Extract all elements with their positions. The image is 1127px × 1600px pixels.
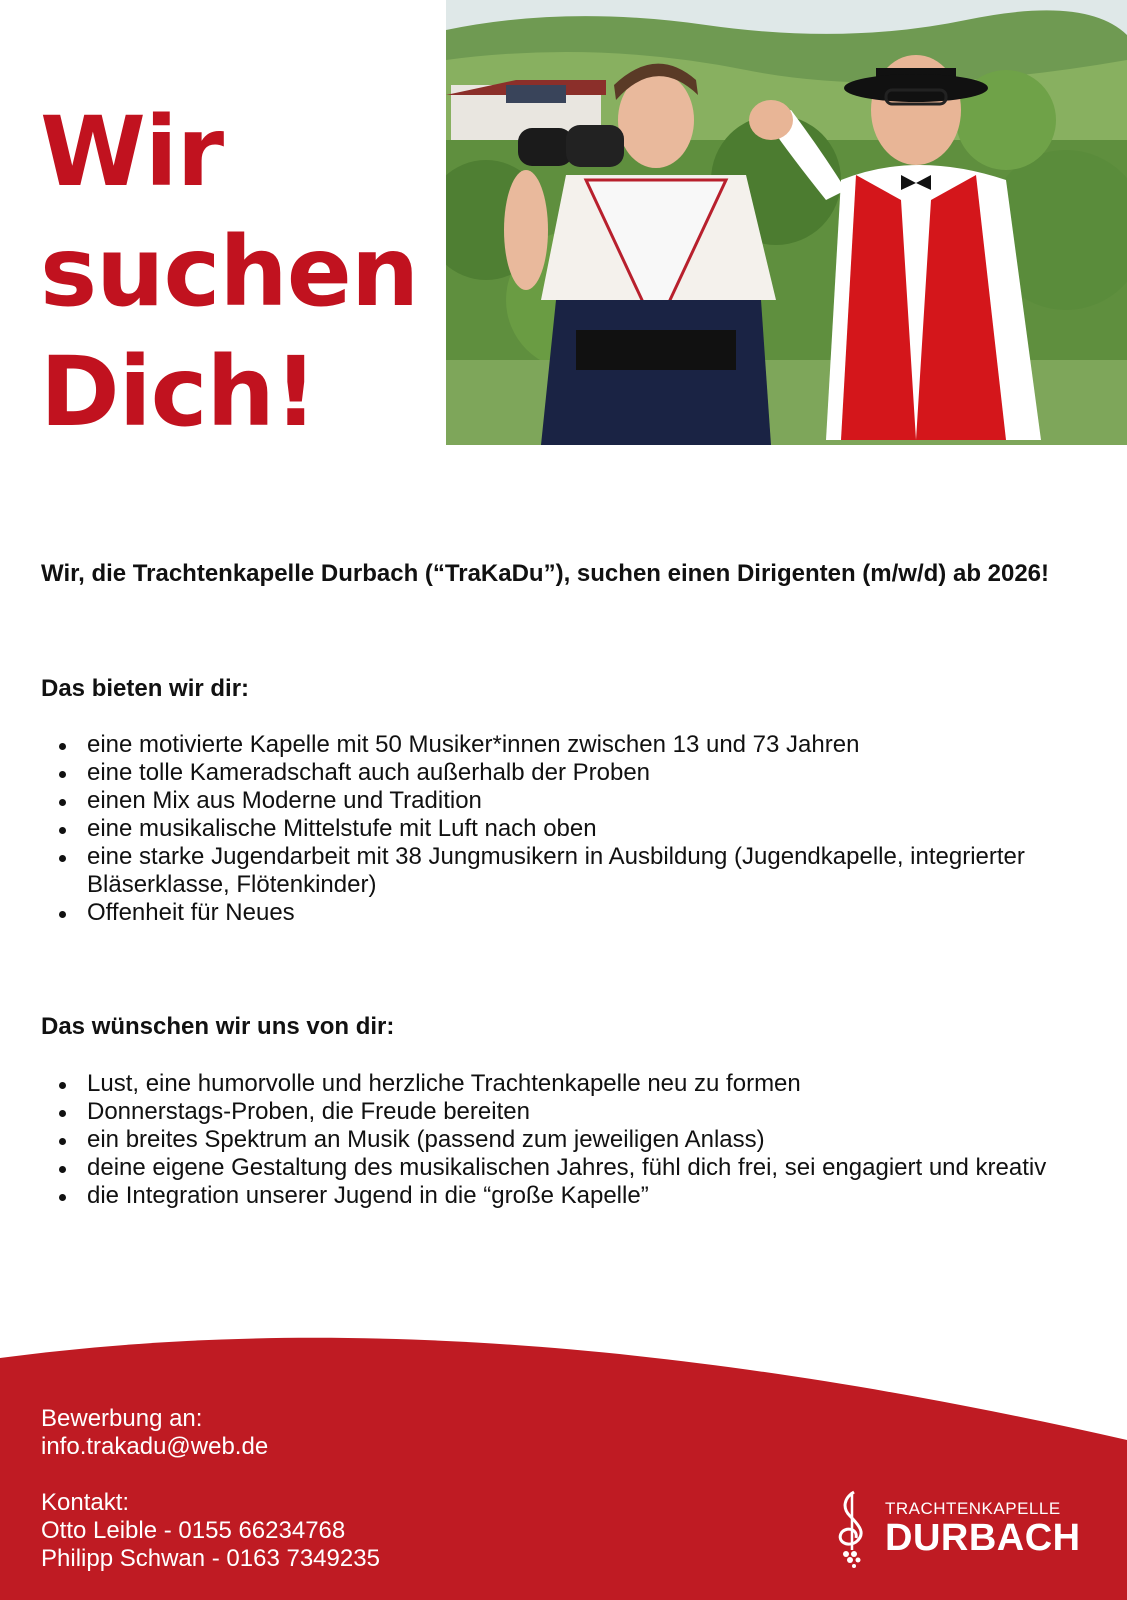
contact-person: Otto Leible - 0155 66234768 <box>41 1517 346 1544</box>
headline-line-2: suchen <box>40 216 419 328</box>
list-item: eine starke Jugendarbeit mit 38 Jungmusikern in Ausbildung (Jugendkapelle, integrierter Bläserklasse, Flötenkinder) <box>41 843 1091 899</box>
list-item: die Integration unserer Jugend in die “große Kapelle” <box>41 1182 1091 1210</box>
list-item: eine musikalische Mittelstufe mit Luft nach oben <box>41 815 1091 843</box>
contact-person: Philipp Schwan - 0163 7349235 <box>41 1545 380 1572</box>
contact-label: Kontakt: <box>41 1489 130 1516</box>
list-item: eine tolle Kameradschaft auch außerhalb der Proben <box>41 759 1091 787</box>
offer-list <box>41 731 1091 927</box>
list-item: Donnerstags-Proben, die Freude bereiten <box>41 1098 1091 1126</box>
list-item: eine motivierte Kapelle mit 50 Musiker*innen zwischen 13 und 73 Jahren <box>41 731 1091 759</box>
offer-title: Das bieten wir dir: <box>41 675 250 702</box>
application-email[interactable]: info.trakadu@web.de <box>41 1433 269 1460</box>
list-item: Offenheit für Neues <box>41 899 1091 927</box>
logo-line-2: DURBACH <box>885 1517 1081 1559</box>
wishes-title: Das wünschen wir uns von dir: <box>41 1013 395 1040</box>
trachtenkapelle-logo <box>830 1488 1081 1568</box>
wishes-list <box>41 1070 1091 1210</box>
contact-block <box>41 1489 380 1573</box>
list-item: deine eigene Gestaltung des musikalischen Jahres, fühl dich frei, sei engagiert und kreativ <box>41 1154 1091 1182</box>
hero-photo-illustration <box>446 0 1127 445</box>
headline-line-3: Dich! <box>40 336 317 448</box>
intro-text: Wir, die Trachtenkapelle Durbach (“TraKaDu”), suchen einen Dirigenten (m/w/d) ab 2026! <box>41 560 1050 587</box>
list-item: Lust, eine humorvolle und herzliche Trachtenkapelle neu zu formen <box>41 1070 1091 1098</box>
application-label: Bewerbung an: <box>41 1405 203 1432</box>
logo-line-1: TRACHTENKAPELLE <box>885 1499 1061 1518</box>
headline-line-1: Wir <box>40 96 224 208</box>
application-block <box>41 1405 268 1461</box>
treble-clef-grape-icon <box>830 1488 874 1568</box>
headline <box>40 92 418 452</box>
hero-photo <box>446 0 1127 445</box>
list-item: einen Mix aus Moderne und Tradition <box>41 787 1091 815</box>
list-item: ein breites Spektrum an Musik (passend zum jeweiligen Anlass) <box>41 1126 1091 1154</box>
